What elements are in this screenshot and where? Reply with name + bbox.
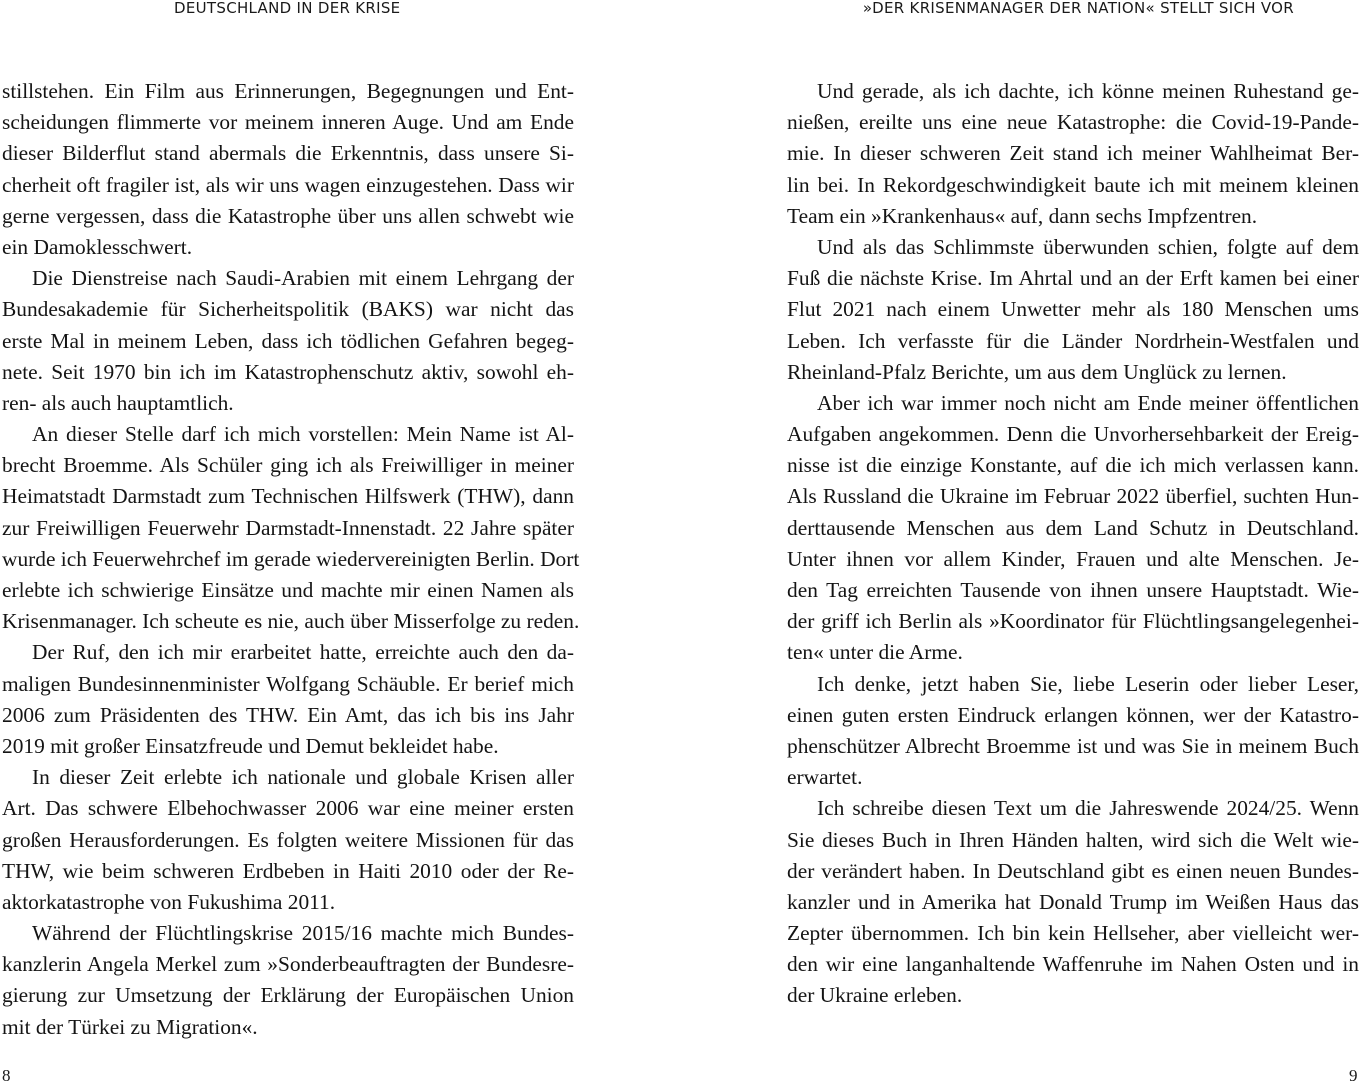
text-line: Zepter übernommen. Ich bin kein Hellseher, aber vielleicht wer- xyxy=(787,921,1359,946)
running-head-right: »DER KRISENMANAGER DER NATION« STELLT SICH VOR xyxy=(862,0,1294,17)
text-line: dieser Bilderflut stand abermals die Erkenntnis, dass unsere Si- xyxy=(2,141,574,166)
text-line: der Ukraine erleben. xyxy=(787,983,963,1008)
running-head-left: DEUTSCHLAND IN DER KRISE xyxy=(174,0,401,17)
text-line: Bundesakademie für Sicherheitspolitik (BAKS) war nicht das xyxy=(2,297,574,322)
text-line: den wir eine langanhaltende Waffenruhe im Nahen Osten und in xyxy=(787,952,1359,977)
text-line: Flut 2021 nach einem Unwetter mehr als 180 Menschen ums xyxy=(787,297,1359,322)
text-line: mit der Türkei zu Migration«. xyxy=(2,1014,258,1039)
text-line: Fuß die nächste Krise. Im Ahrtal und an der Erft kamen bei einer xyxy=(787,266,1359,291)
text-line: Heimatstadt Darmstadt zum Technischen Hilfswerk (THW), dann xyxy=(2,484,574,509)
text-line: erwartet. xyxy=(787,765,863,790)
text-line: phenschützer Albrecht Broemme ist und was Sie in meinem Buch xyxy=(787,733,1359,758)
text-line: Die Dienstreise nach Saudi-Arabien mit einem Lehrgang der xyxy=(32,266,574,291)
text-line: cherheit oft fragiler ist, als wir uns wagen einzugestehen. Dass wir xyxy=(2,172,574,197)
text-line: gerne vergessen, dass die Katastrophe über uns allen schwebt wie xyxy=(2,203,574,228)
text-line: erlebte ich schwierige Einsätze und machte mir einen Namen als xyxy=(2,578,574,602)
text-line: der verändert haben. In Deutschland gibt es einen neuen Bundes- xyxy=(787,858,1359,883)
text-line: Als Russland die Ukraine im Februar 2022 überfiel, suchten Hun- xyxy=(787,484,1359,509)
text-line: ten« unter die Arme. xyxy=(787,640,963,665)
text-line: maligen Bundesinnenminister Wolfgang Schäuble. Er berief mich xyxy=(2,671,574,696)
text-line: Sie dieses Buch in Ihren Händen halten, wird sich die Welt wie- xyxy=(787,827,1359,852)
text-line: Aber ich war immer noch nicht am Ende meiner öffentlichen xyxy=(817,390,1359,415)
text-line: erste Mal in meinem Leben, dass ich tödlichen Gefahren begeg- xyxy=(2,328,574,353)
text-line: THW, wie beim schweren Erdbeben in Haiti 2010 oder der Re- xyxy=(2,858,574,883)
text-line: Der Ruf, den ich mir erarbeitet hatte, erreichte auch den da- xyxy=(32,640,574,665)
text-line: der griff ich Berlin als »Koordinator für Flüchtlingsangelegenhei- xyxy=(787,609,1359,634)
text-line: derttausende Menschen aus dem Land Schutz in Deutschland. xyxy=(787,515,1359,540)
text-line: ein Damoklesschwert. xyxy=(2,234,193,259)
text-line: 2019 mit großer Einsatzfreude und Demut bekleidet habe. xyxy=(2,733,499,758)
text-line: aktorkatastrophe von Fukushima 2011. xyxy=(2,889,336,914)
text-line: Leben. Ich verfasste für die Länder Nordrhein-Westfalen und xyxy=(787,328,1359,353)
text-line: 2006 zum Präsidenten des THW. Ein Amt, das ich bis ins Jahr xyxy=(2,702,574,727)
text-line: kanzlerin Angela Merkel zum »Sonderbeauftragten der Bundesre- xyxy=(2,952,574,977)
text-line: Krisenmanager. Ich scheute es nie, auch über Misserfolge zu reden. xyxy=(2,609,580,634)
text-line: Rheinland-Pfalz Berichte, um aus dem Unglück zu lernen. xyxy=(787,359,1287,384)
text-line: Ich denke, jetzt haben Sie, liebe Leserin oder lieber Leser, xyxy=(817,671,1359,696)
text-line: Und gerade, als ich dachte, ich könne meinen Ruhestand ge- xyxy=(817,79,1359,103)
text-line: Team ein »Krankenhaus« auf, dann sechs Impfzentren. xyxy=(787,203,1258,228)
text-line: Unter ihnen vor allem Kinder, Frauen und alte Menschen. Je- xyxy=(787,546,1359,571)
text-line: nisse ist die einzige Konstante, auf die ich mich verlassen kann. xyxy=(787,453,1359,478)
text-line: einen guten ersten Eindruck erlangen können, wer der Katastro- xyxy=(787,702,1359,727)
text-line: wurde ich Feuerwehrchef im gerade wiedervereinigten Berlin. Dort xyxy=(2,546,580,571)
text-line: ren- als auch hauptamtlich. xyxy=(2,390,234,415)
text-line: stillstehen. Ein Film aus Erinnerungen, Begegnungen und Ent- xyxy=(2,79,574,103)
text-line: In dieser Zeit erlebte ich nationale und globale Krisen aller xyxy=(32,765,574,790)
left-page-text xyxy=(2,76,580,1043)
text-line: nießen, ereilte uns eine neue Katastrophe: die Covid-19-Pande- xyxy=(787,110,1359,135)
right-page-text xyxy=(787,76,1359,1012)
text-line: mie. In dieser schweren Zeit stand ich meiner Wahlheimat Ber- xyxy=(787,141,1359,166)
text-line: Art. Das schwere Elbehochwasser 2006 war eine meiner ersten xyxy=(2,796,574,821)
text-line: Ich schreibe diesen Text um die Jahreswende 2024/25. Wenn xyxy=(817,796,1359,821)
page-number-left: 8 xyxy=(2,1066,11,1085)
text-line: nete. Seit 1970 bin ich im Katastrophenschutz aktiv, sowohl eh- xyxy=(2,359,574,384)
text-line: zur Freiwilligen Feuerwehr Darmstadt-Innenstadt. 22 Jahre später xyxy=(2,515,574,540)
text-line: Aufgaben angekommen. Denn die Unvorhersehbarkeit der Ereig- xyxy=(787,422,1359,447)
text-line: An dieser Stelle darf ich mich vorstellen: Mein Name ist Al- xyxy=(32,422,574,447)
text-line: lin bei. In Rekordgeschwindigkeit baute ich mit meinem kleinen xyxy=(787,172,1359,197)
text-line: großen Herausforderungen. Es folgten weitere Missionen für das xyxy=(2,827,574,852)
text-line: gierung zur Umsetzung der Erklärung der Europäischen Union xyxy=(2,983,574,1008)
text-line: scheidungen flimmerte vor meinem inneren Auge. Und am Ende xyxy=(2,110,574,135)
text-line: den Tag erreichten Tausende von ihnen unsere Hauptstadt. Wie- xyxy=(787,578,1359,602)
text-line: kanzler und in Amerika hat Donald Trump im Weißen Haus das xyxy=(787,889,1359,914)
page-number-right: 9 xyxy=(1349,1066,1358,1085)
text-line: Während der Flüchtlingskrise 2015/16 machte mich Bundes- xyxy=(32,921,574,946)
text-line: brecht Broemme. Als Schüler ging ich als Freiwilliger in meiner xyxy=(2,453,574,478)
text-line: Und als das Schlimmste überwunden schien, folgte auf dem xyxy=(817,234,1359,259)
